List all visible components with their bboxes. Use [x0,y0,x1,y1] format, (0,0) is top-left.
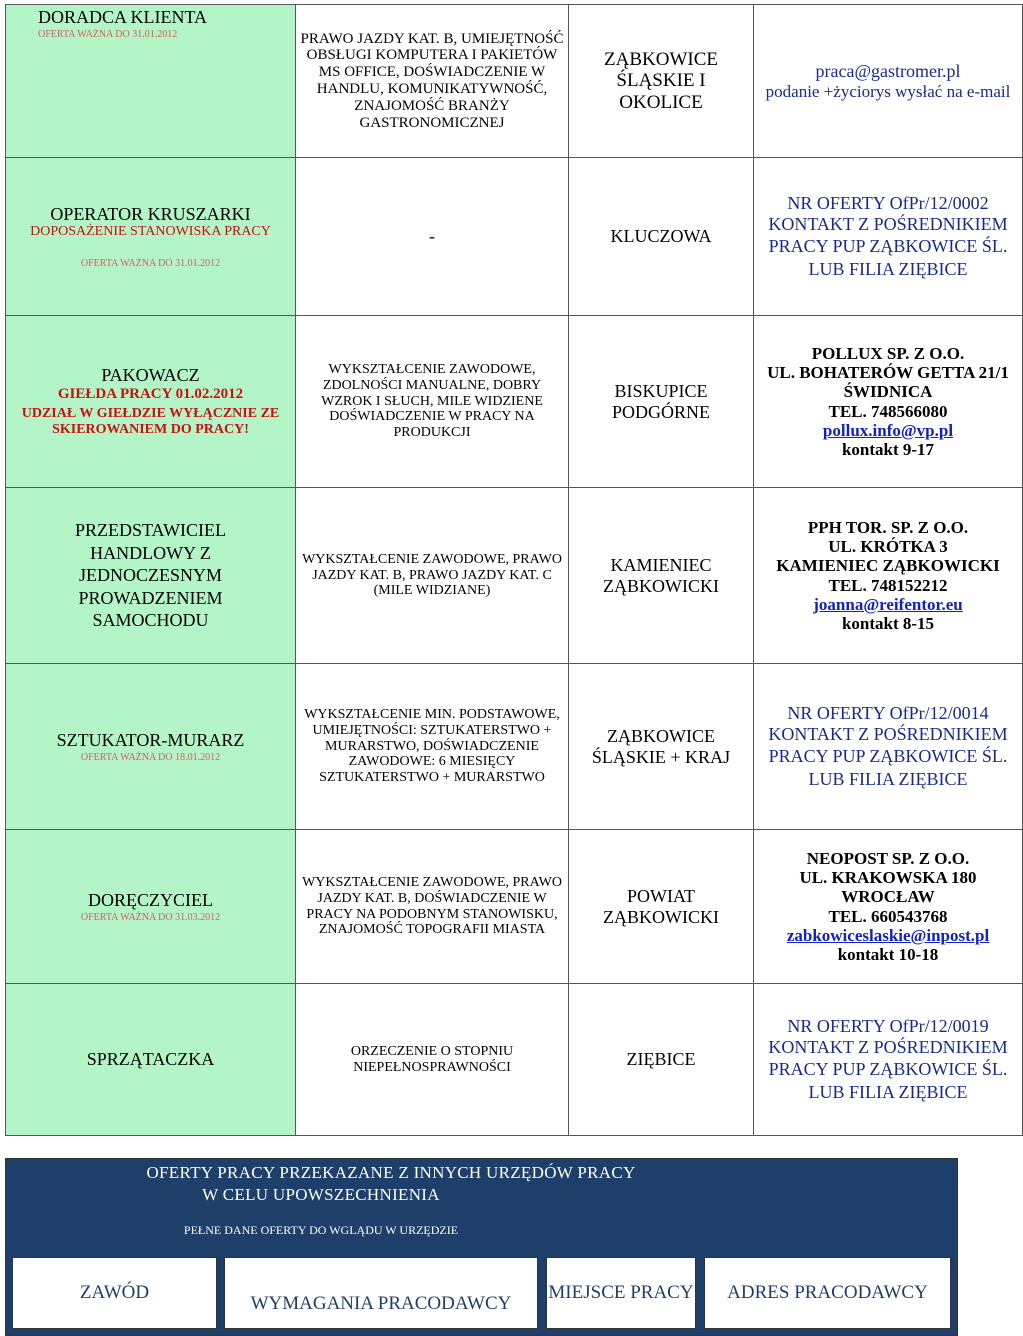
employer-street: UL. KRÓTKA 3 [828,537,948,557]
location-cell: POWIAT ZĄBKOWICKI [569,830,754,984]
employer-email-link[interactable]: pollux.info@vp.pl [822,420,954,440]
contact-hours: kontakt 10-18 [837,944,939,964]
offer-validity: OFERTA WAŻNA DO 18.01.2012 [80,751,221,763]
contact-note: podanie +życiorys wysłać na e-mail [765,81,1011,101]
occupation-cell [6,158,296,316]
job-fair-note: UDZIAŁ W GIEŁDZIE WYŁĄCZNIE ZE SKIEROWANIEM DO PRACY! [21,406,280,437]
requirements-cell: WYKSZTAŁCENIE ZAWODOWE, ZDOLNOŚCI MANUALNE, DOBRY WZROK I SŁUCH, MILE WIDZIENE DOŚWIADCZENIE W PRACY NA PRODUKCJI [296,316,569,488]
occupation-title: DORĘCZYCIEL [88,889,213,910]
banner-title: OFERTY PRACY PRZEKAZANE Z INNYCH URZĘDÓW PRACY [146,1163,636,1182]
offer-number: NR OFERTY OfPr/12/0002 [787,192,989,213]
offer-validity: OFERTA WAŻNA DO 31.01.2012 [38,29,178,41]
table-row [6,316,1023,488]
occupation-subtitle: DOPOSAŻENIE STANOWISKA PRACY [30,224,271,240]
occupation-cell [6,488,296,664]
employer-name: NEOPOST SP. Z O.O. [806,849,970,869]
location-cell: KAMIENIEC ZĄBKOWICKI [569,488,754,664]
employer-street: UL. BOHATERÓW GETTA 21/1 [767,363,1009,383]
occupation-cell [6,984,296,1136]
contact-email-link[interactable]: praca@gastromer.pl [815,61,961,82]
offer-validity: OFERTA WAŻNA DO 31.03.2012 [80,911,221,923]
employer-name: POLLUX SP. Z O.O. [811,344,965,364]
contact-cell [754,984,1023,1136]
other-offices-banner [5,1158,958,1336]
banner-note: PEŁNE DANE OFERTY DO WGLĄDU W URZĘDZIE [183,1223,459,1237]
employer-email-link[interactable]: joanna@reifentor.eu [813,594,963,614]
job-offers-table [5,4,1023,1136]
location-cell: ZĄBKOWICE ŚLĄSKIE I OKOLICE [569,5,754,158]
contact-cell [754,316,1023,488]
contact-cell [754,5,1023,158]
contact-cell [754,488,1023,664]
occupation-cell [6,830,296,984]
contact-cell [754,830,1023,984]
requirements-cell: PRAWO JAZDY KAT. B, UMIEJĘTNOŚĆ OBSŁUGI KOMPUTERA I PAKIETÓW MS OFFICE, DOŚWIADCZENIE W HANDLU, KOMUNIKATYWNOŚĆ, ZNAJOMOŚĆ BRANŻY GASTRONOMICZNEJ [296,5,569,158]
employer-street: UL. KRAKOWSKA 180 [799,868,977,888]
requirements-cell: WYKSZTAŁCENIE MIN. PODSTAWOWE, UMIEJĘTNOŚCI: SZTUKATERSTWO + MURARSTWO, DOŚWIADCZENIE ZAWODOWE: 6 MIESIĘCY SZTUKATERSTWO + MURARSTWO [296,664,569,830]
location-cell: ZĄBKOWICE ŚLĄSKIE + KRAJ [569,664,754,830]
requirements-cell: ORZECZENIE O STOPNIU NIEPEŁNOSPRAWNOŚCI [296,984,569,1136]
employer-phone: TEL. 748152212 [828,575,948,595]
occupation-title: PRZEDSTAWICIEL HANDLOWY Z JEDNOCZESNYM PROWADZENIEM SAMOCHODU [74,520,227,631]
requirements-cell: WYKSZTAŁCENIE ZAWODOWE, PRAWO JAZDY KAT. B, DOŚWIADCZENIE W PRACY NA PODOBNYM STANOWISKU, ZNAJOMOŚĆ TOPOGRAFII MIASTA [296,830,569,984]
header-location: MIEJSCE PRACY [546,1257,696,1329]
contact-cell [754,158,1023,316]
occupation-title: SZTUKATOR-MURARZ [56,729,245,750]
employer-city: KAMIENIEC ZĄBKOWICKI [776,556,1000,576]
banner-subtitle: W CELU UPOWSZECHNIENIA [202,1185,440,1204]
table-row [6,488,1023,664]
contact-note: KONTAKT Z POŚREDNIKIEM PRACY PUP ZĄBKOWICE ŚL. LUB FILIA ZIĘBICE [768,1036,1008,1102]
occupation-title: PAKOWACZ [101,365,200,386]
table-row [6,158,1023,316]
occupation-cell [6,664,296,830]
employer-name: PPH TOR. SP. Z O.O. [807,518,969,538]
contact-hours: kontakt 9-17 [841,439,935,459]
employer-phone: TEL. 660543768 [828,906,948,926]
location-cell: BISKUPICE PODGÓRNE [569,316,754,488]
occupation-title: OPERATOR KRUSZARKI [50,203,251,224]
occupation-title: DORADCA KLIENTA [38,7,208,27]
occupation-cell [6,5,296,158]
header-employer-address: ADRES PRACODAWCY [704,1257,951,1329]
contact-note: KONTAKT Z POŚREDNIKIEM PRACY PUP ZĄBKOWICE ŚL. LUB FILIA ZIĘBICE [768,723,1008,789]
header-occupation: ZAWÓD [12,1257,217,1329]
offer-validity: OFERTA WAŻNA DO 31.01.2012 [80,257,221,269]
employer-city: WROCŁAW [841,887,935,907]
offer-number: NR OFERTY OfPr/12/0019 [787,1015,989,1036]
offer-number: NR OFERTY OfPr/12/0014 [787,702,989,723]
table-row [6,664,1023,830]
employer-city: ŚWIDNICA [843,382,933,402]
table-row [6,5,1023,158]
employer-email-link[interactable]: zabkowiceslaskie@inpost.pl [786,925,990,945]
contact-note: KONTAKT Z POŚREDNIKIEM PRACY PUP ZĄBKOWICE ŚL. LUB FILIA ZIĘBICE [768,213,1008,279]
occupation-title: SPRZĄTACZKA [86,1049,215,1070]
location-cell: ZIĘBICE [569,984,754,1136]
contact-hours: kontakt 8-15 [841,613,935,633]
job-fair-info: GIEŁDA PRACY 01.02.2012 [57,385,244,402]
contact-cell [754,664,1023,830]
location-cell: KLUCZOWA [569,158,754,316]
requirements-cell: - [296,158,569,316]
employer-phone: TEL. 748566080 [828,401,948,421]
table-row [6,830,1023,984]
table-row [6,984,1023,1136]
occupation-cell [6,316,296,488]
header-requirements: WYMAGANIA PRACODAWCY [224,1257,538,1329]
requirements-cell: WYKSZTAŁCENIE ZAWODOWE, PRAWO JAZDY KAT. B, PRAWO JAZDY KAT. C (MILE WIDZIANE) [296,488,569,664]
